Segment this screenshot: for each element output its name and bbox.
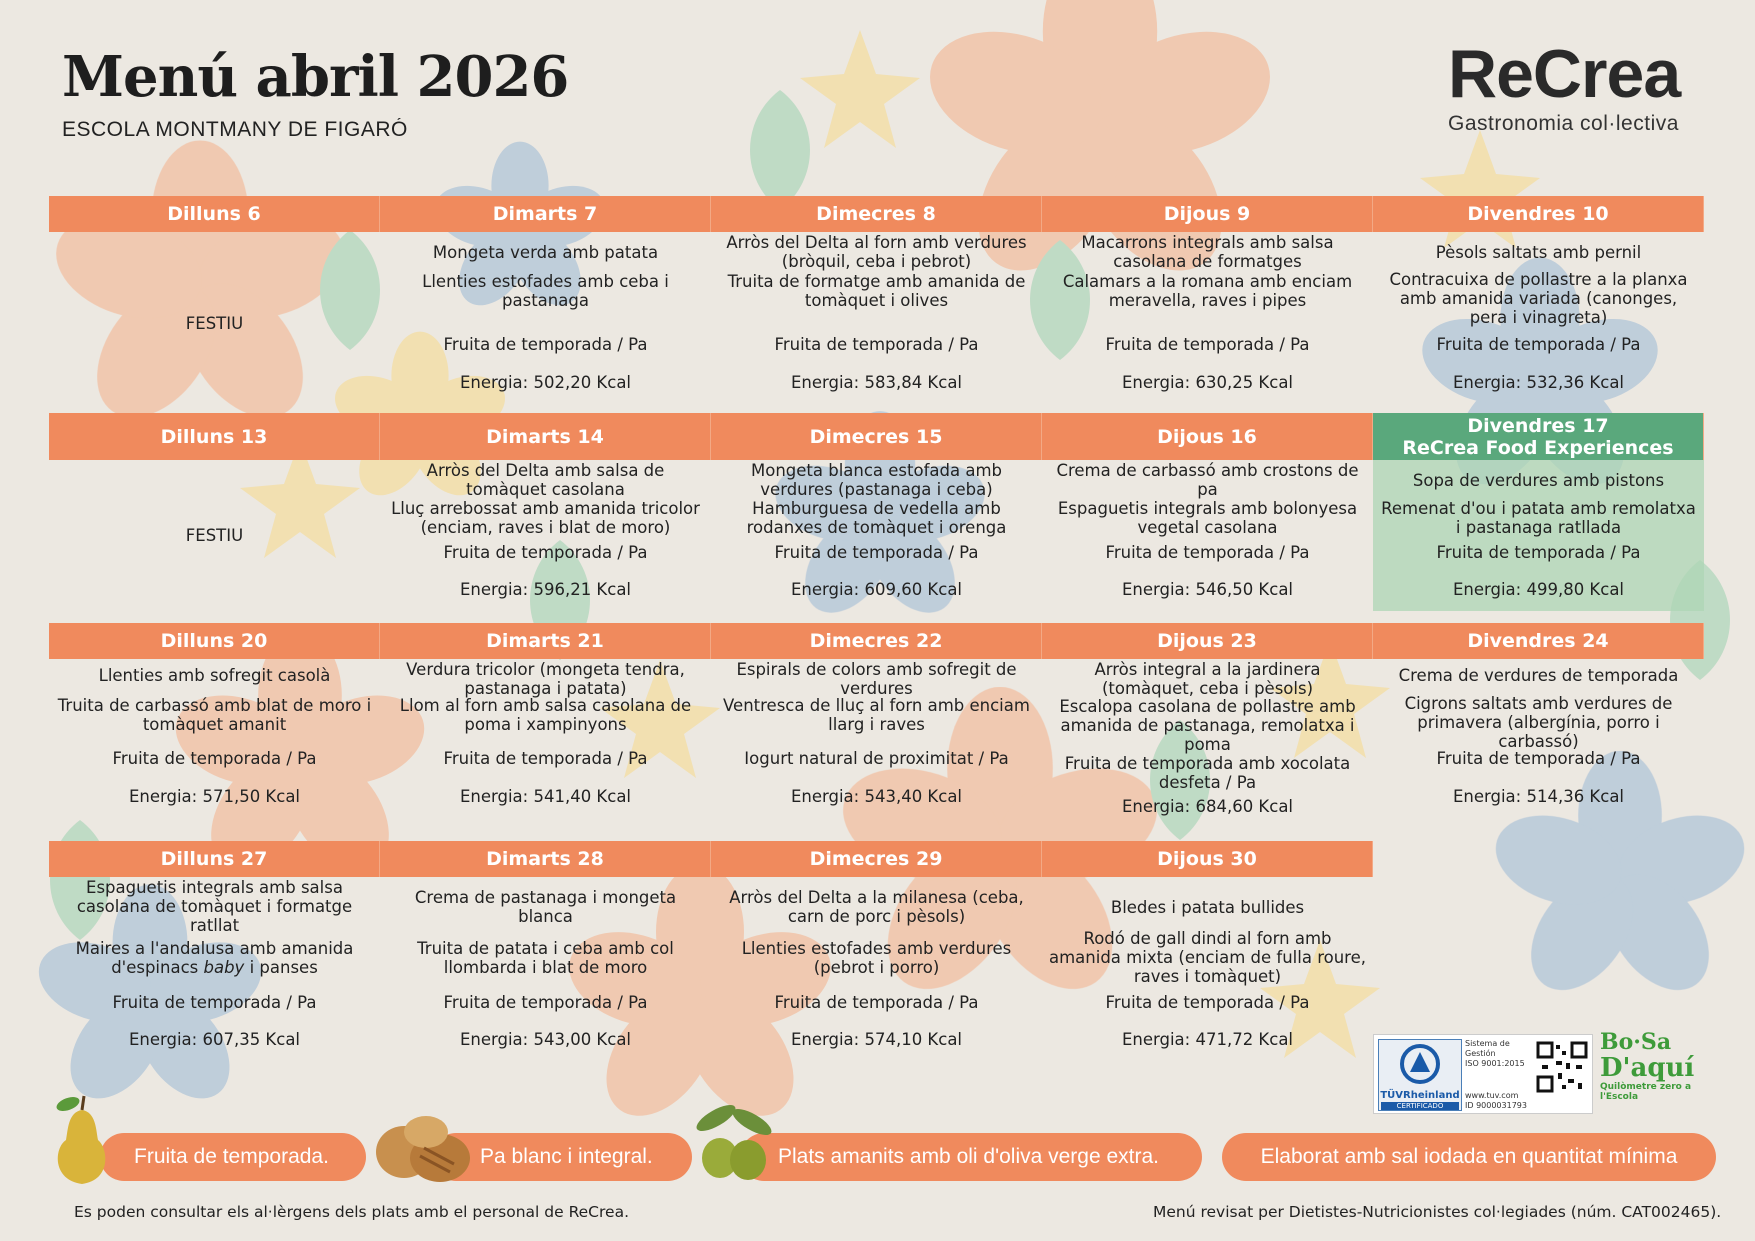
second-course-text: Maires a l'andalusa amb amanida d'espinacs baby i panses [75, 939, 354, 977]
energy: Energia: 514,36 Kcal [1452, 786, 1625, 806]
tuv-id: ID 9000031793 [1465, 1101, 1527, 1110]
second-course: Remenat d'ou i patata amb remolatxa i pastanaga ratllada [1381, 499, 1696, 537]
week-body [49, 877, 1704, 1057]
first-course: Crema de pastanaga i mongeta blanca [414, 888, 677, 926]
day-header: Dimecres 8 [711, 196, 1042, 232]
day-header: Dimarts 21 [380, 623, 711, 659]
first-course: Verdura tricolor (mongeta tendra, pastanaga i patata) [406, 660, 685, 698]
first-course: Mongeta verda amb patata [432, 242, 659, 262]
day-cell [1042, 877, 1373, 1057]
dessert: Fruita de temporada / Pa [1105, 334, 1310, 354]
day-header: Dilluns 6 [49, 196, 380, 232]
bosa-logo-top: Bo·Sa [1600, 1029, 1672, 1055]
second-course: Calamars a la romana amb enciam meravella, raves i pipes [1062, 272, 1353, 310]
day-header: Dimecres 15 [711, 413, 1042, 460]
badge-salt [1222, 1133, 1716, 1181]
badge-oil-label: Plats amanits amb oli d'oliva verge extra. [778, 1145, 1160, 1168]
dessert: Fruita de temporada / Pa [774, 542, 979, 562]
energy: Energia: 543,00 Kcal [459, 1029, 632, 1049]
olive-icon [690, 1098, 780, 1190]
energy: Energia: 607,35 Kcal [128, 1029, 301, 1049]
day-header: Dijous 30 [1042, 841, 1373, 877]
dessert: Fruita de temporada / Pa [443, 992, 648, 1012]
day-cell-special [1373, 460, 1704, 611]
first-course: Arròs del Delta amb salsa de tomàquet casolana [426, 461, 665, 499]
energy: Energia: 571,50 Kcal [128, 786, 301, 806]
holiday-label: FESTIU [185, 314, 244, 333]
dessert: Fruita de temporada / Pa [774, 334, 979, 354]
first-course: Espaguetis integrals amb salsa casolana de tomàquet i formatge ratllat [76, 877, 353, 935]
first-course: Arròs del Delta al forn amb verdures (bròquil, ceba i pebrot) [726, 233, 1027, 271]
dessert: Fruita de temporada / Pa [1436, 542, 1641, 562]
energy: Energia: 541,40 Kcal [459, 786, 632, 806]
first-course: Llenties amb sofregit casolà [98, 665, 331, 685]
first-course: Arròs integral a la jardinera (tomàquet, ceba i pèsols) [1094, 660, 1321, 698]
second-course: Escalopa casolana de pollastre amb amanida de pastanaga, remolatxa i poma [1059, 696, 1356, 754]
second-course: Cigrons saltats amb verdures de primavera (albergínia, porro i carbassó) [1404, 693, 1673, 751]
day-cell [711, 877, 1042, 1057]
energy: Energia: 596,21 Kcal [459, 579, 632, 599]
iso-info [1465, 1039, 1535, 1111]
first-course: Mongeta blanca estofada amb verdures (pastanaga i ceba) [750, 461, 1002, 499]
second-course [55, 938, 374, 978]
day-header: Dilluns 20 [49, 623, 380, 659]
second-course: Llenties estofades amb verdures (pebrot i porro) [741, 939, 1012, 977]
second-course: Contracuixa de pollastre a la planxa amb amanida variada (canonges, pera i vinagreta) [1389, 269, 1688, 327]
energy: Energia: 684,60 Kcal [1121, 796, 1294, 816]
second-course: Truita de formatge amb amanida de tomàquet i olives [727, 272, 1026, 310]
iso-label: ISO 9001:2015 [1465, 1059, 1525, 1068]
day-header: Dijous 16 [1042, 413, 1373, 460]
week-header [49, 413, 1704, 460]
energy: Energia: 609,60 Kcal [790, 579, 963, 599]
energy: Energia: 471,72 Kcal [1121, 1029, 1294, 1049]
first-course: Macarrons integrals amb salsa casolana de formatges [1081, 233, 1334, 271]
day-cell [380, 659, 711, 839]
energy: Energia: 583,84 Kcal [790, 372, 963, 392]
first-course: Sopa de verdures amb pistons [1412, 470, 1665, 490]
second-course: Espaguetis integrals amb bolonyesa vegetal casolana [1057, 499, 1358, 537]
dessert: Fruita de temporada amb xocolata desfeta / Pa [1064, 754, 1351, 792]
second-course: Rodó de gall dindi al forn amb amanida mixta (enciam de fulla roure, raves i tomàquet) [1049, 928, 1366, 986]
second-course: Llom al forn amb salsa casolana de poma i xampinyons [399, 696, 692, 734]
week-header [49, 196, 1704, 232]
day-cell [711, 232, 1042, 415]
dessert: Fruita de temporada / Pa [1436, 334, 1641, 354]
pear-icon [38, 1090, 120, 1190]
week-4 [49, 841, 1704, 1057]
day-header: Dijous 9 [1042, 196, 1373, 232]
dessert: Fruita de temporada / Pa [1105, 542, 1310, 562]
first-course: Crema de carbassó amb crostons de pa [1056, 461, 1359, 499]
energy: Energia: 630,25 Kcal [1121, 372, 1294, 392]
bosa-daqui-logo [1600, 1030, 1708, 1114]
week-3 [49, 623, 1704, 839]
energy: Energia: 532,36 Kcal [1452, 372, 1625, 392]
logo-tagline: Gastronomia col·lectiva [1448, 112, 1679, 135]
logo-wordmark: ReCrea [1448, 36, 1681, 112]
dietitian-note: Menú revisat per Dietistes-Nutricionistes col·legiades (núm. CAT002465). [1153, 1203, 1722, 1221]
second-course: Truita de patata i ceba amb col llombarda i blat de moro [417, 939, 674, 977]
badge-salt-label: Elaborat amb sal iodada en quantitat mínima [1260, 1145, 1678, 1168]
badge-fruit-label: Fruita de temporada. [134, 1145, 329, 1168]
energy: Energia: 574,10 Kcal [790, 1029, 963, 1049]
first-course: Bledes i patata bullides [1110, 897, 1305, 917]
second-course: Truita de carbassó amb blat de moro i tomàquet amanit [57, 696, 372, 734]
week-header [49, 623, 1704, 659]
first-course: Espirals de colors amb sofregit de verdures [736, 660, 1017, 698]
week-body [49, 659, 1704, 839]
page-title: Menú abril 2026 [62, 44, 569, 110]
day-header: Divendres 24 [1373, 623, 1704, 659]
week-body [49, 460, 1704, 611]
day-header-special [1373, 413, 1704, 460]
bosa-tagline: Quilòmetre zero a l'Escola [1600, 1082, 1692, 1102]
first-course: Crema de verdures de temporada [1398, 665, 1679, 685]
day-cell [1042, 232, 1373, 415]
dessert: Fruita de temporada / Pa [1105, 992, 1310, 1012]
day-cell [1373, 659, 1704, 839]
day-cell [1042, 659, 1373, 839]
day-cell [711, 659, 1042, 839]
day-cell [380, 460, 711, 611]
badge-bread-label: Pa blanc i integral. [480, 1145, 653, 1168]
day-cell [49, 877, 380, 1057]
day-header: Divendres 10 [1373, 196, 1704, 232]
tuv-url: www.tuv.com [1465, 1091, 1519, 1100]
qr-code-icon [1536, 1041, 1588, 1093]
badge-olive-oil [740, 1133, 1202, 1181]
day-cell [49, 232, 380, 415]
first-course: Pèsols saltats amb pernil [1435, 242, 1642, 262]
recrea-logo [1448, 36, 1708, 136]
day-cell [49, 460, 380, 611]
dessert: Fruita de temporada / Pa [774, 992, 979, 1012]
day-cell [711, 460, 1042, 611]
day-cell [380, 232, 711, 415]
tuv-certification [1373, 1034, 1593, 1114]
dessert: Fruita de temporada / Pa [112, 748, 317, 768]
tuv-logo [1378, 1039, 1462, 1111]
day-cell [380, 877, 711, 1057]
bosa-logo-bottom: D'aquí [1600, 1053, 1695, 1083]
allergens-note: Es poden consultar els al·lèrgens dels plats amb el personal de ReCrea. [74, 1203, 630, 1221]
dessert: Fruita de temporada / Pa [443, 542, 648, 562]
day-cell [1042, 460, 1373, 611]
tuv-certificado: CERTIFICADO [1381, 1102, 1459, 1110]
second-course: Llenties estofades amb ceba i pastanaga [422, 272, 669, 310]
sistema-label: Sistema de Gestión [1465, 1039, 1510, 1058]
tuv-name: TÜVRheinland [1380, 1090, 1460, 1101]
first-course: Arròs del Delta a la milanesa (ceba, carn de porc i pèsols) [729, 888, 1024, 926]
week-body [49, 232, 1704, 415]
day-header: Dimecres 22 [711, 623, 1042, 659]
dessert: Fruita de temporada / Pa [1436, 748, 1641, 768]
day-header: Dimecres 29 [711, 841, 1042, 877]
week-1 [49, 196, 1704, 415]
dessert: Fruita de temporada / Pa [112, 992, 317, 1012]
bread-icon [374, 1108, 474, 1190]
day-header: Dimarts 28 [380, 841, 711, 877]
day-header: Dimarts 14 [380, 413, 711, 460]
energy: Energia: 546,50 Kcal [1121, 579, 1294, 599]
dessert: Iogurt natural de proximitat / Pa [744, 748, 1009, 768]
energy: Energia: 499,80 Kcal [1452, 579, 1625, 599]
second-course: Lluç arrebossat amb amanida tricolor (enciam, raves i blat de moro) [391, 499, 700, 537]
dessert: Fruita de temporada / Pa [443, 334, 648, 354]
day-header: Dilluns 13 [49, 413, 380, 460]
day-cell [49, 659, 380, 839]
energy: Energia: 502,20 Kcal [459, 372, 632, 392]
day-cell [1373, 232, 1704, 415]
day-header-empty [1373, 841, 1704, 877]
school-name: ESCOLA MONTMANY DE FIGARÓ [62, 118, 408, 141]
day-header-name: Divendres 17 [1467, 414, 1609, 437]
holiday-label: FESTIU [185, 526, 244, 545]
food-experiences-label: ReCrea Food Experiences [1402, 436, 1674, 459]
second-course: Hamburguesa de vedella amb rodanxes de tomàquet i orenga [746, 499, 1007, 537]
day-header: Dilluns 27 [49, 841, 380, 877]
energy: Energia: 543,40 Kcal [790, 786, 963, 806]
dessert: Fruita de temporada / Pa [443, 748, 648, 768]
badge-fruit [100, 1133, 366, 1181]
week-header [49, 841, 1704, 877]
day-header: Dijous 23 [1042, 623, 1373, 659]
tuv-triangle-icon [1379, 1040, 1461, 1086]
second-course: Ventresca de lluç al forn amb enciam llarg i raves [723, 696, 1030, 734]
day-header: Dimarts 7 [380, 196, 711, 232]
week-2 [49, 413, 1704, 611]
